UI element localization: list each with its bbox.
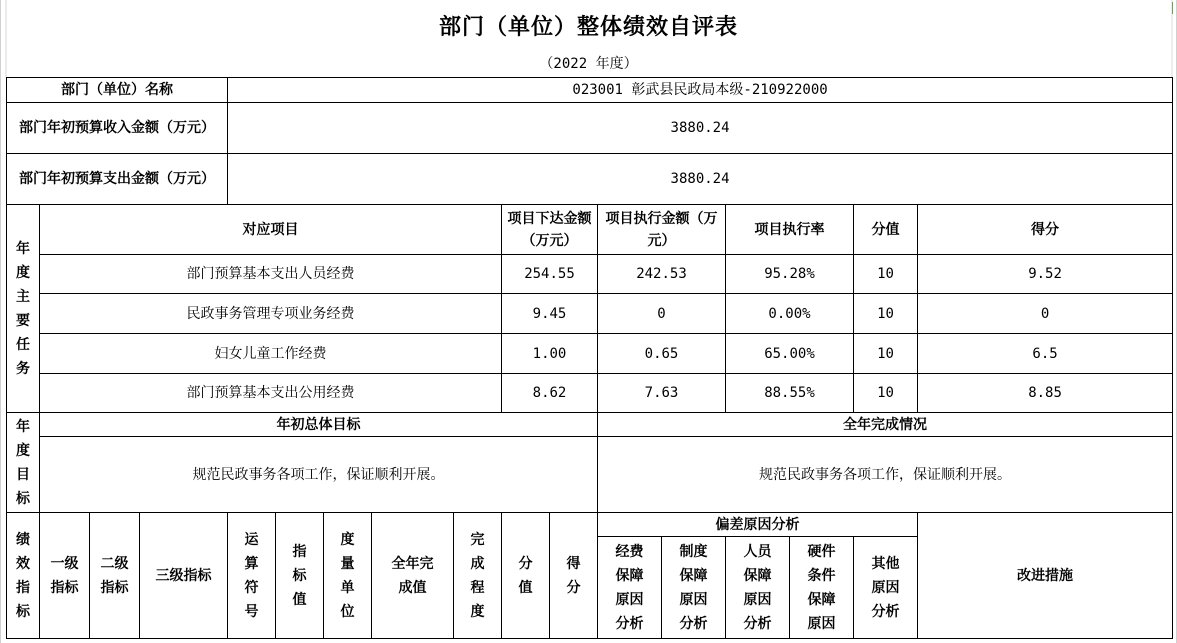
task-points[interactable]: 10: [854, 294, 918, 334]
task-allocated[interactable]: 9.45: [502, 294, 598, 334]
ind-unit-text: 度量单位: [340, 531, 355, 620]
task-item[interactable]: 民政事务管理专项业务经费: [40, 294, 502, 334]
ind-level1: [40, 513, 90, 639]
income-label: 部门年初预算收入金额（万元）: [7, 103, 228, 154]
indicators-section-label: [7, 513, 40, 639]
header-rate: 项目执行率: [726, 205, 854, 255]
task-executed[interactable]: 0: [598, 294, 726, 334]
ind-score-text: 得分: [566, 555, 581, 596]
tasks-section-label: [7, 205, 40, 413]
task-points[interactable]: 10: [854, 334, 918, 374]
unit-name-value[interactable]: 023001 彰武县民政局本级-210922000: [228, 78, 1173, 103]
task-allocated[interactable]: 1.00: [502, 334, 598, 374]
task-rate[interactable]: 0.00%: [726, 294, 854, 334]
table-row: [7, 255, 1173, 294]
dev-other: [854, 537, 918, 639]
dev-other-text: 其他原因分析: [871, 555, 900, 620]
task-allocated[interactable]: 8.62: [502, 374, 598, 413]
page-title: 部门（单位）整体绩效自评表: [438, 15, 738, 40]
dev-hardware: [790, 537, 854, 639]
ind-value-text: 指标值: [292, 543, 307, 608]
table-row: [7, 374, 1173, 413]
task-executed[interactable]: 7.63: [598, 374, 726, 413]
ind-operator-text: 运算符号: [244, 531, 259, 620]
unit-name-label: 部门（单位）名称: [7, 78, 228, 103]
goals-initial-header: 年初总体目标: [40, 413, 598, 437]
goals-initial-text[interactable]: 规范民政事务各项工作，保证顺利开展。: [40, 437, 598, 513]
dev-hardware-text: 硬件条件保障原因: [807, 543, 836, 632]
dev-funding-text: 经费保障原因分析: [615, 543, 644, 632]
ind-annual-text: 全年完成值: [391, 555, 434, 596]
ind-degree-text: 完成程度: [470, 531, 485, 620]
expense-label: 部门年初预算支出金额（万元）: [7, 154, 228, 205]
ind-score: [550, 513, 598, 639]
expense-value[interactable]: 3880.24: [228, 154, 1173, 205]
header-score: 得分: [918, 205, 1173, 255]
task-score[interactable]: 9.52: [918, 255, 1173, 294]
task-item[interactable]: 部门预算基本支出公用经费: [40, 374, 502, 413]
evaluation-table: [6, 77, 1173, 639]
improve-measures: 改进措施: [918, 513, 1173, 639]
goals-section-label: [7, 413, 40, 513]
year-subtitle: （2022 年度）: [539, 56, 638, 72]
task-rate[interactable]: 88.55%: [726, 374, 854, 413]
header-executed: 项目执行金额（万元）: [598, 205, 726, 255]
ind-points: [502, 513, 550, 639]
task-score[interactable]: 8.85: [918, 374, 1173, 413]
dev-staff: [726, 537, 790, 639]
task-points[interactable]: 10: [854, 255, 918, 294]
ind-operator: [228, 513, 276, 639]
ind-unit: [324, 513, 372, 639]
task-rate[interactable]: 95.28%: [726, 255, 854, 294]
header-points: 分值: [854, 205, 918, 255]
ind-level1-text: 一级指标: [50, 555, 79, 596]
ind-level3: 三级指标: [140, 513, 228, 639]
task-executed[interactable]: 242.53: [598, 255, 726, 294]
ind-value: [276, 513, 324, 639]
table-row: [7, 334, 1173, 374]
ind-level2-text: 二级指标: [100, 555, 129, 596]
header-allocated: 项目下达金额（万元）: [502, 205, 598, 255]
indicators-section-text: 绩效指标: [15, 531, 30, 620]
dev-system-text: 制度保障原因分析: [679, 543, 708, 632]
ind-points-text: 分值: [518, 555, 533, 596]
task-points[interactable]: 10: [854, 374, 918, 413]
task-allocated[interactable]: 254.55: [502, 255, 598, 294]
ind-annual: [372, 513, 454, 639]
task-executed[interactable]: 0.65: [598, 334, 726, 374]
goals-section-text: 年度目标: [15, 418, 30, 507]
ind-level2: [90, 513, 140, 639]
table-row: [7, 294, 1173, 334]
income-value[interactable]: 3880.24: [228, 103, 1173, 154]
header-item: 对应项目: [40, 205, 502, 255]
ind-degree: [454, 513, 502, 639]
goals-completion-header: 全年完成情况: [598, 413, 1173, 437]
task-item[interactable]: 部门预算基本支出人员经费: [40, 255, 502, 294]
dev-system: [662, 537, 726, 639]
task-score[interactable]: 6.5: [918, 334, 1173, 374]
task-score[interactable]: 0: [918, 294, 1173, 334]
deviation-header: 偏差原因分析: [598, 513, 918, 537]
task-item[interactable]: 妇女儿童工作经费: [40, 334, 502, 374]
goals-completion-text[interactable]: 规范民政事务各项工作，保证顺利开展。: [598, 437, 1173, 513]
dev-funding: [598, 537, 662, 639]
tasks-section-text: 年度主要任务: [15, 240, 30, 377]
dev-staff-text: 人员保障原因分析: [743, 543, 772, 632]
task-rate[interactable]: 65.00%: [726, 334, 854, 374]
